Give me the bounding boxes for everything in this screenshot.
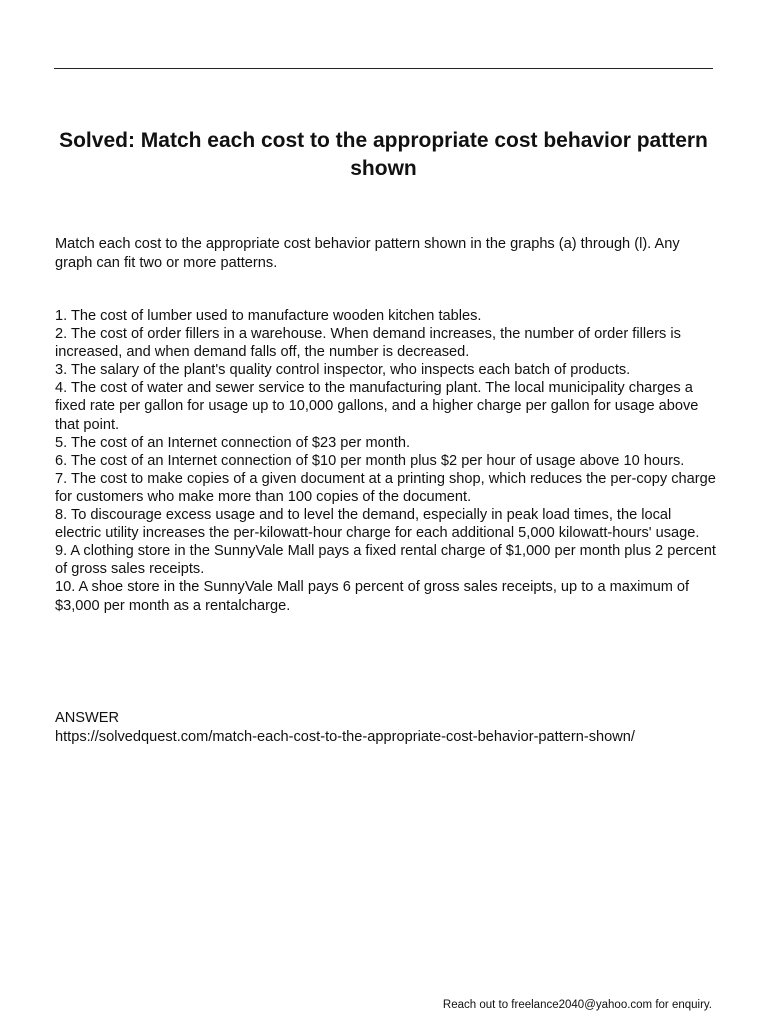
answer-link[interactable]: https://solvedquest.com/match-each-cost-to-the-appropriate-cost-behavior-pattern-shown/ [55,728,635,745]
list-item: 3. The salary of the plant's quality control inspector, who inspects each batch of products. [55,362,631,379]
top-divider [54,68,713,69]
list-item: 8. To discourage excess usage and to level the demand, especially in peak load times, the local electric utility increases the per-kilowatt-hour charge for each additional 5,000 kilowatt-hours' usage. [55,507,700,542]
list-item: 7. The cost to make copies of a given document at a printing shop, which reduces the per-copy charge for customers who make more than 100 copies of the document. [55,470,716,505]
footer-contact-note: Reach out to freelance2040@yahoo.com for enquiry. [442,999,712,1011]
answer-label: ANSWER [55,710,120,726]
answer-section [55,709,715,746]
list-item: 4. The cost of water and sewer service to the manufacturing plant. The local municipality charges a fixed rate per gallon for usage up to 10,000 gallons, and a higher charge per gallon for usage above that point. [55,380,699,433]
list-item: 1. The cost of lumber used to manufacture wooden kitchen tables. [55,308,482,324]
question-list [55,307,717,615]
list-item: 9. A clothing store in the SunnyVale Mall pays a fixed rental charge of $1,000 per month plus 2 percent of gross sales receipts. [55,543,716,578]
list-item: 2. The cost of order fillers in a warehouse. When demand increases, the number of order fillers is increased, and when demand falls off, the number is decreased. [55,326,681,361]
intro-paragraph: Match each cost to the appropriate cost behavior pattern shown in the graphs (a) through (l). Any graph can fit two or more patterns. [55,236,680,271]
list-item: 6. The cost of an Internet connection of $10 per month plus $2 per hour of usage above 10 hours. [55,452,685,469]
list-item: 10. A shoe store in the SunnyVale Mall pays 6 percent of gross sales receipts, up to a maximum of $3,000 per month as a rentalcharge. [55,579,690,614]
list-item: 5. The cost of an Internet connection of $23 per month. [55,434,411,451]
page-title: Solved: Match each cost to the appropriate cost behavior pattern shown [59,129,708,180]
